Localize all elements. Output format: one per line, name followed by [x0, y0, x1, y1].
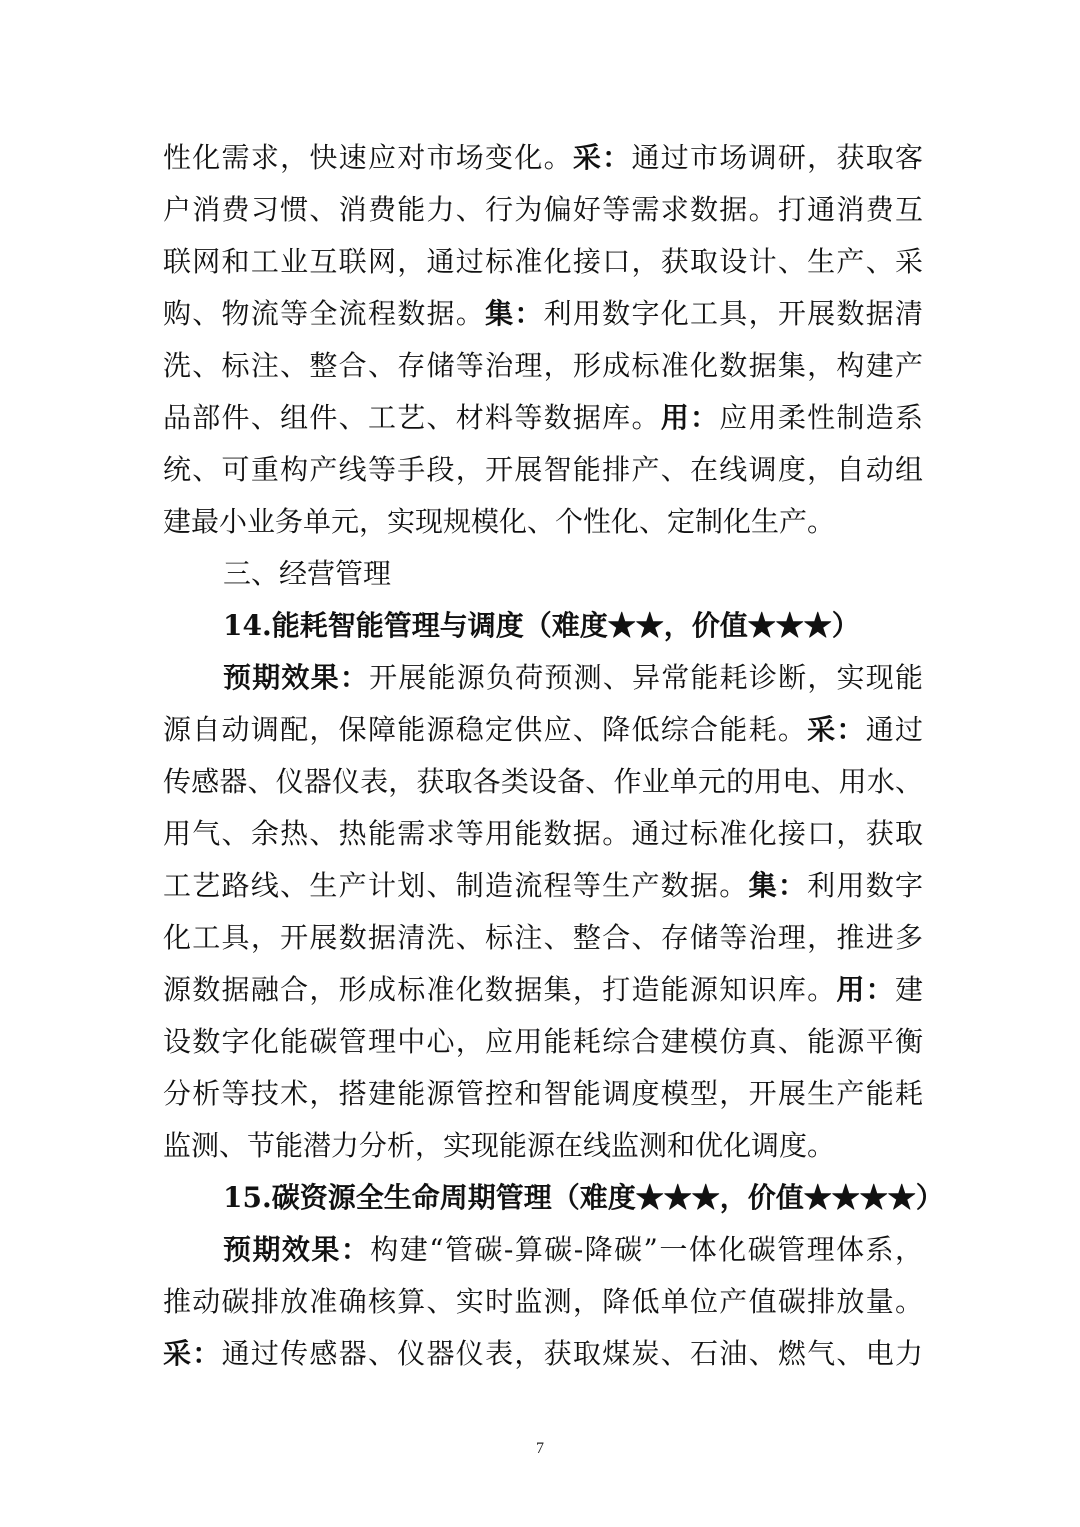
- text-line: [163, 756, 923, 808]
- text-line: [163, 132, 923, 184]
- bold-text-segment: 集：: [485, 297, 544, 330]
- text-segment: 化工具，开展数据清洗、标注、整合、存储等治理，推进多: [163, 921, 923, 954]
- bold-text-segment: 采：: [163, 1337, 222, 1370]
- text-segment: 工艺路线、生产计划、制造流程等生产数据。: [163, 869, 749, 902]
- text-line: [163, 964, 923, 1016]
- text-line: [163, 340, 923, 392]
- text-line: [163, 1068, 923, 1120]
- text-line: [163, 1224, 923, 1276]
- text-line: [163, 704, 923, 756]
- text-segment: 利用数字: [807, 869, 923, 902]
- text-line: [163, 860, 923, 912]
- text-segment: 统、可重构产线等手段，开展智能排产、在线调度，自动组: [163, 453, 923, 486]
- text-segment: 监测、节能潜力分析，实现能源在线监测和优化调度。: [163, 1129, 836, 1162]
- text-line: [163, 808, 923, 860]
- text-line: [163, 912, 923, 964]
- text-segment: 户消费习惯、消费能力、行为偏好等需求数据。打通消费互: [163, 193, 923, 226]
- text-line: [163, 496, 923, 548]
- page-number: 7: [536, 1440, 544, 1457]
- text-line: [163, 1328, 923, 1380]
- body-text: [163, 132, 944, 1380]
- text-segment: 联网和工业互联网，通过标准化接口，获取设计、生产、采: [163, 245, 923, 278]
- text-segment: 设数字化能碳管理中心，应用能耗综合建模仿真、能源平衡: [163, 1025, 923, 1058]
- text-line: [163, 652, 923, 704]
- text-line: [163, 1016, 923, 1068]
- text-segment: 通过市场调研，获取客: [631, 141, 923, 174]
- text-segment: 建: [894, 973, 923, 1006]
- text-segment: 开展能源负荷预测、异常能耗诊断，实现能: [369, 661, 923, 694]
- text-line: [163, 236, 923, 288]
- bold-text-segment: 15.碳资源全生命周期管理（难度★★★，价值★★★★）: [223, 1181, 944, 1214]
- text-segment: 源数据融合，形成标准化数据集，打造能源知识库。: [163, 973, 837, 1006]
- text-line: [163, 1276, 923, 1328]
- text-segment: 建最小业务单元，实现规模化、个性化、定制化生产。: [163, 505, 836, 538]
- text-segment: 性化需求，快速应对市场变化。: [163, 141, 573, 174]
- text-segment: 利用数字化工具，开展数据清: [543, 297, 923, 330]
- bold-text-segment: 集：: [748, 869, 808, 902]
- bold-text-segment: 用：: [660, 401, 720, 434]
- text-segment: 洗、标注、整合、存储等治理，形成标准化数据集，构建产: [163, 349, 923, 382]
- text-line: [163, 600, 923, 652]
- bold-text-segment: 用：: [836, 973, 895, 1006]
- text-segment: 推动碳排放准确核算、实时监测，降低单位产值碳排放量。: [163, 1285, 923, 1318]
- text-segment: 通过: [865, 713, 923, 746]
- text-segment: 品部件、组件、工艺、材料等数据库。: [163, 401, 661, 434]
- text-line: [163, 444, 923, 496]
- text-line: [163, 392, 923, 444]
- text-segment: 传感器、仪器仪表，获取各类设备、作业单元的用电、用水、: [163, 765, 923, 798]
- text-line: [163, 184, 923, 236]
- text-line: [163, 288, 923, 340]
- text-segment: 用气、余热、热能需求等用能数据。通过标准化接口，获取: [163, 817, 923, 850]
- text-line: [163, 1172, 944, 1224]
- text-segment: 分析等技术，搭建能源管控和智能调度模型，开展生产能耗: [163, 1077, 923, 1110]
- bold-text-segment: 14.能耗智能管理与调度（难度★★，价值★★★）: [223, 609, 860, 642]
- text-segment: 构建“管碳-算碳-降碳”一体化碳管理体系，: [370, 1233, 923, 1266]
- text-segment: 源自动调配，保障能源稳定供应、降低综合能耗。: [163, 713, 808, 746]
- text-line: [163, 1120, 923, 1172]
- bold-text-segment: 采：: [807, 713, 866, 746]
- bold-text-segment: 预期效果：: [223, 1233, 371, 1266]
- bold-text-segment: 采：: [572, 141, 632, 174]
- bold-text-segment: 预期效果：: [223, 661, 370, 694]
- text-segment: 通过传感器、仪器仪表，获取煤炭、石油、燃气、电力: [221, 1337, 923, 1370]
- text-segment: 应用柔性制造系: [719, 401, 923, 434]
- text-segment: 购、物流等全流程数据。: [163, 297, 486, 330]
- text-line: [163, 548, 923, 600]
- text-segment: 三、经营管理: [223, 557, 392, 590]
